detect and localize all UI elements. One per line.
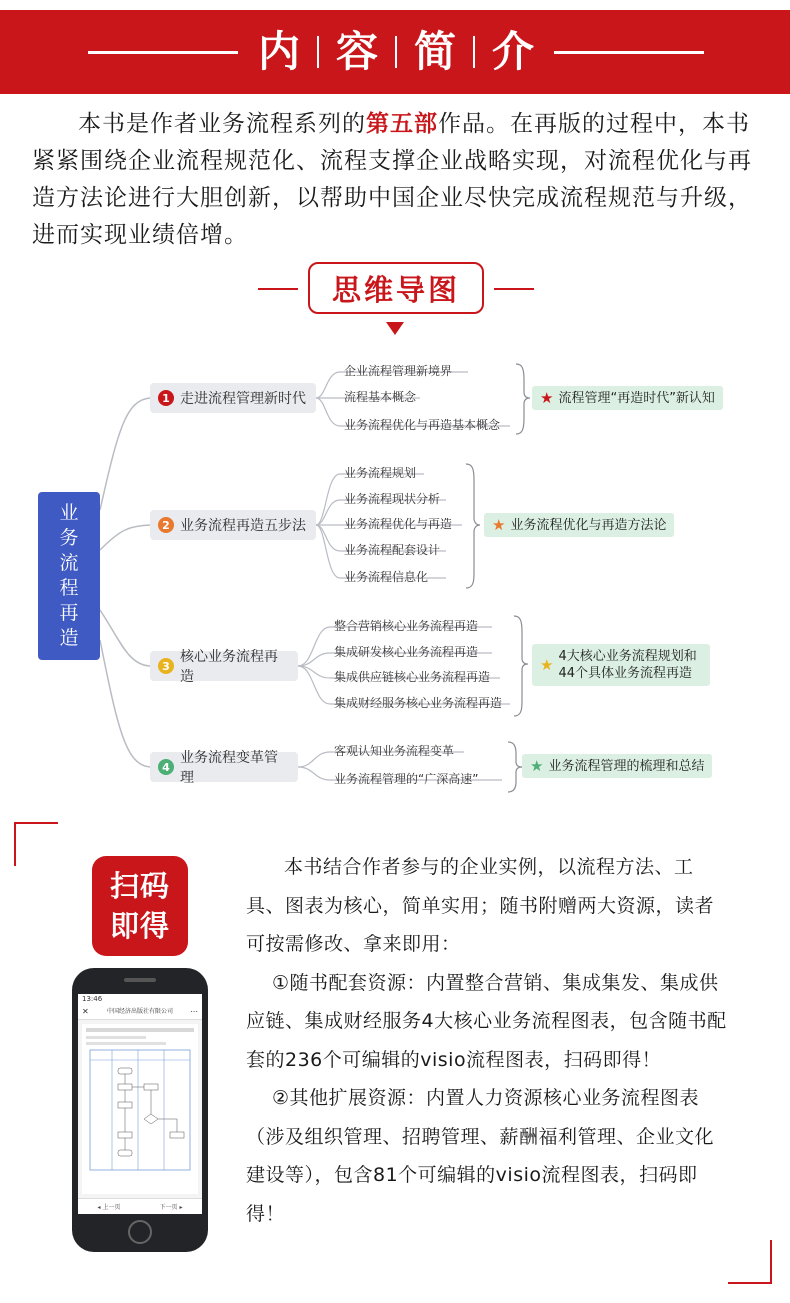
branch-4 — [150, 750, 298, 786]
summary-text-group — [558, 648, 696, 682]
branch-number-badge: 3 — [158, 658, 174, 674]
flowchart-preview — [82, 1024, 198, 1194]
root-char: 务 — [59, 527, 79, 549]
heading-dash-left — [258, 288, 298, 290]
phone-status-bar — [78, 994, 202, 1004]
intro-text-after: 作品。在再版的过程中，本书紧紧围绕企业流程规范化、流程支撑企业战略实现，对流程优化与再造方法论进行大胆创新，以帮助中国企业尽快完成流程规范与升级，进而实现业绩倍增。 — [32, 111, 752, 248]
root-char: 业 — [59, 502, 79, 524]
title-char: 容 — [335, 27, 378, 76]
branch-2 — [150, 510, 316, 540]
title-char: 内 — [258, 27, 301, 76]
corner-decoration-bottom-right — [728, 1240, 772, 1284]
summary-text: 业务流程管理的梳理和总结 — [548, 758, 705, 774]
banner-title — [258, 24, 534, 80]
home-button — [128, 1220, 152, 1244]
intro-paragraph — [32, 106, 752, 254]
intro-highlight: 第五部 — [366, 111, 438, 137]
root-char: 程 — [59, 577, 79, 599]
intro-text-before: 本书是作者业务流程系列的 — [78, 111, 366, 137]
close-icon[interactable]: ✕ — [82, 1007, 89, 1016]
star-icon: ★ — [540, 655, 554, 674]
root-char: 造 — [59, 627, 79, 649]
leaf: 整合营销核心业务流程再造 — [334, 619, 479, 633]
summary-text: 业务流程优化与再造方法论 — [510, 517, 667, 533]
scan-badge-line: 扫码 — [109, 869, 170, 903]
leaf: 业务流程优化与再造 — [344, 517, 453, 531]
summary-text: 流程管理“再造时代”新认知 — [558, 390, 715, 406]
phone-time: 13:46 — [82, 995, 103, 1003]
scan-description — [246, 848, 728, 1233]
branch-label: 业务流程变革管理 — [180, 750, 278, 786]
down-arrow-icon — [386, 322, 404, 335]
leaf: 集成财经服务核心业务流程再造 — [334, 696, 503, 710]
scan-paragraph: ①随书配套资源：内置整合营销、集成集发、集成供应链、集成财经服务4大核心业务流程图表，包含随书配套的236个可编辑的visio流程图表，扫码即得！ — [246, 971, 727, 1071]
prev-page-button[interactable]: ◂ 上一页 — [97, 1204, 121, 1211]
title-divider — [395, 36, 397, 68]
branch-label: 核心业务流程再造 — [180, 649, 278, 685]
mindmap-root — [38, 492, 100, 660]
header-banner — [0, 10, 790, 94]
phone-app-title: 中国经济出版社有限公司 — [106, 1008, 173, 1015]
phone-speaker — [124, 978, 156, 982]
summary-2 — [484, 513, 674, 537]
leaf: 业务流程信息化 — [344, 570, 429, 584]
branch-label: 业务流程再造五步法 — [180, 518, 306, 534]
title-char: 简 — [413, 27, 456, 76]
branch-3 — [150, 649, 298, 685]
leaf: 流程基本概念 — [344, 390, 417, 404]
root-char: 再 — [59, 602, 79, 624]
branch-number-badge: 4 — [158, 759, 174, 775]
banner-line-right — [554, 51, 704, 54]
title-char: 介 — [491, 27, 534, 76]
branch-1 — [150, 383, 316, 413]
summary-text: 44个具体业务流程再造 — [558, 666, 692, 681]
summary-text: 4大核心业务流程规划和 — [558, 649, 697, 664]
scan-badge-line: 即得 — [109, 909, 170, 943]
mindmap-heading-box — [308, 262, 484, 314]
heading-dash-right — [494, 288, 534, 290]
next-page-button[interactable]: 下一页 ▸ — [159, 1204, 183, 1211]
star-icon: ★ — [492, 515, 506, 534]
mindmap — [0, 340, 790, 810]
branch-label: 走进流程管理新时代 — [180, 391, 306, 407]
leaf: 企业流程管理新境界 — [344, 364, 453, 378]
leaf: 业务流程配套设计 — [344, 543, 441, 557]
scan-badge — [92, 856, 188, 956]
leaf: 业务流程现状分析 — [344, 492, 441, 506]
more-icon[interactable]: ⋯ — [190, 1007, 198, 1016]
phone-screen — [78, 994, 202, 1214]
leaf: 业务流程规划 — [344, 466, 417, 480]
corner-decoration-top-left — [14, 822, 58, 866]
title-divider — [473, 36, 475, 68]
phone-mockup — [72, 968, 208, 1252]
leaf: 集成研发核心业务流程再造 — [334, 645, 479, 659]
summary-1 — [532, 386, 723, 410]
branch-number-badge: 2 — [158, 517, 174, 533]
mindmap-heading-text: 思维导图 — [331, 272, 460, 307]
star-icon: ★ — [530, 756, 544, 775]
leaf: 业务流程优化与再造基本概念 — [344, 418, 501, 432]
banner-line-left — [88, 51, 238, 54]
leaf: 客观认知业务流程变革 — [334, 744, 455, 758]
branch-number-badge: 1 — [158, 390, 174, 406]
root-char: 流 — [59, 552, 79, 574]
scan-paragraph: ②其他扩展资源：内置人力资源核心业务流程图表（涉及组织管理、招聘管理、薪酬福利管理、企业文化建设等），包含81个可编辑的visio流程图表，扫码即得！ — [246, 1087, 715, 1225]
leaf: 集成供应链核心业务流程再造 — [334, 670, 491, 684]
title-divider — [317, 36, 319, 68]
scan-paragraph: 本书结合作者参与的企业实例，以流程方法、工具、图表为核心，简单实用；随书附赠两大资源，读者可按需修改、拿来即用： — [246, 856, 715, 955]
flowchart-thumbnail — [82, 1024, 198, 1194]
phone-app-bar — [78, 1004, 202, 1020]
summary-3 — [532, 644, 710, 686]
star-icon: ★ — [540, 388, 554, 407]
summary-4 — [522, 754, 712, 778]
phone-bottom-bar — [78, 1198, 202, 1214]
mindmap-heading — [0, 262, 790, 314]
leaf: 业务流程管理的“广深高速” — [334, 772, 479, 786]
